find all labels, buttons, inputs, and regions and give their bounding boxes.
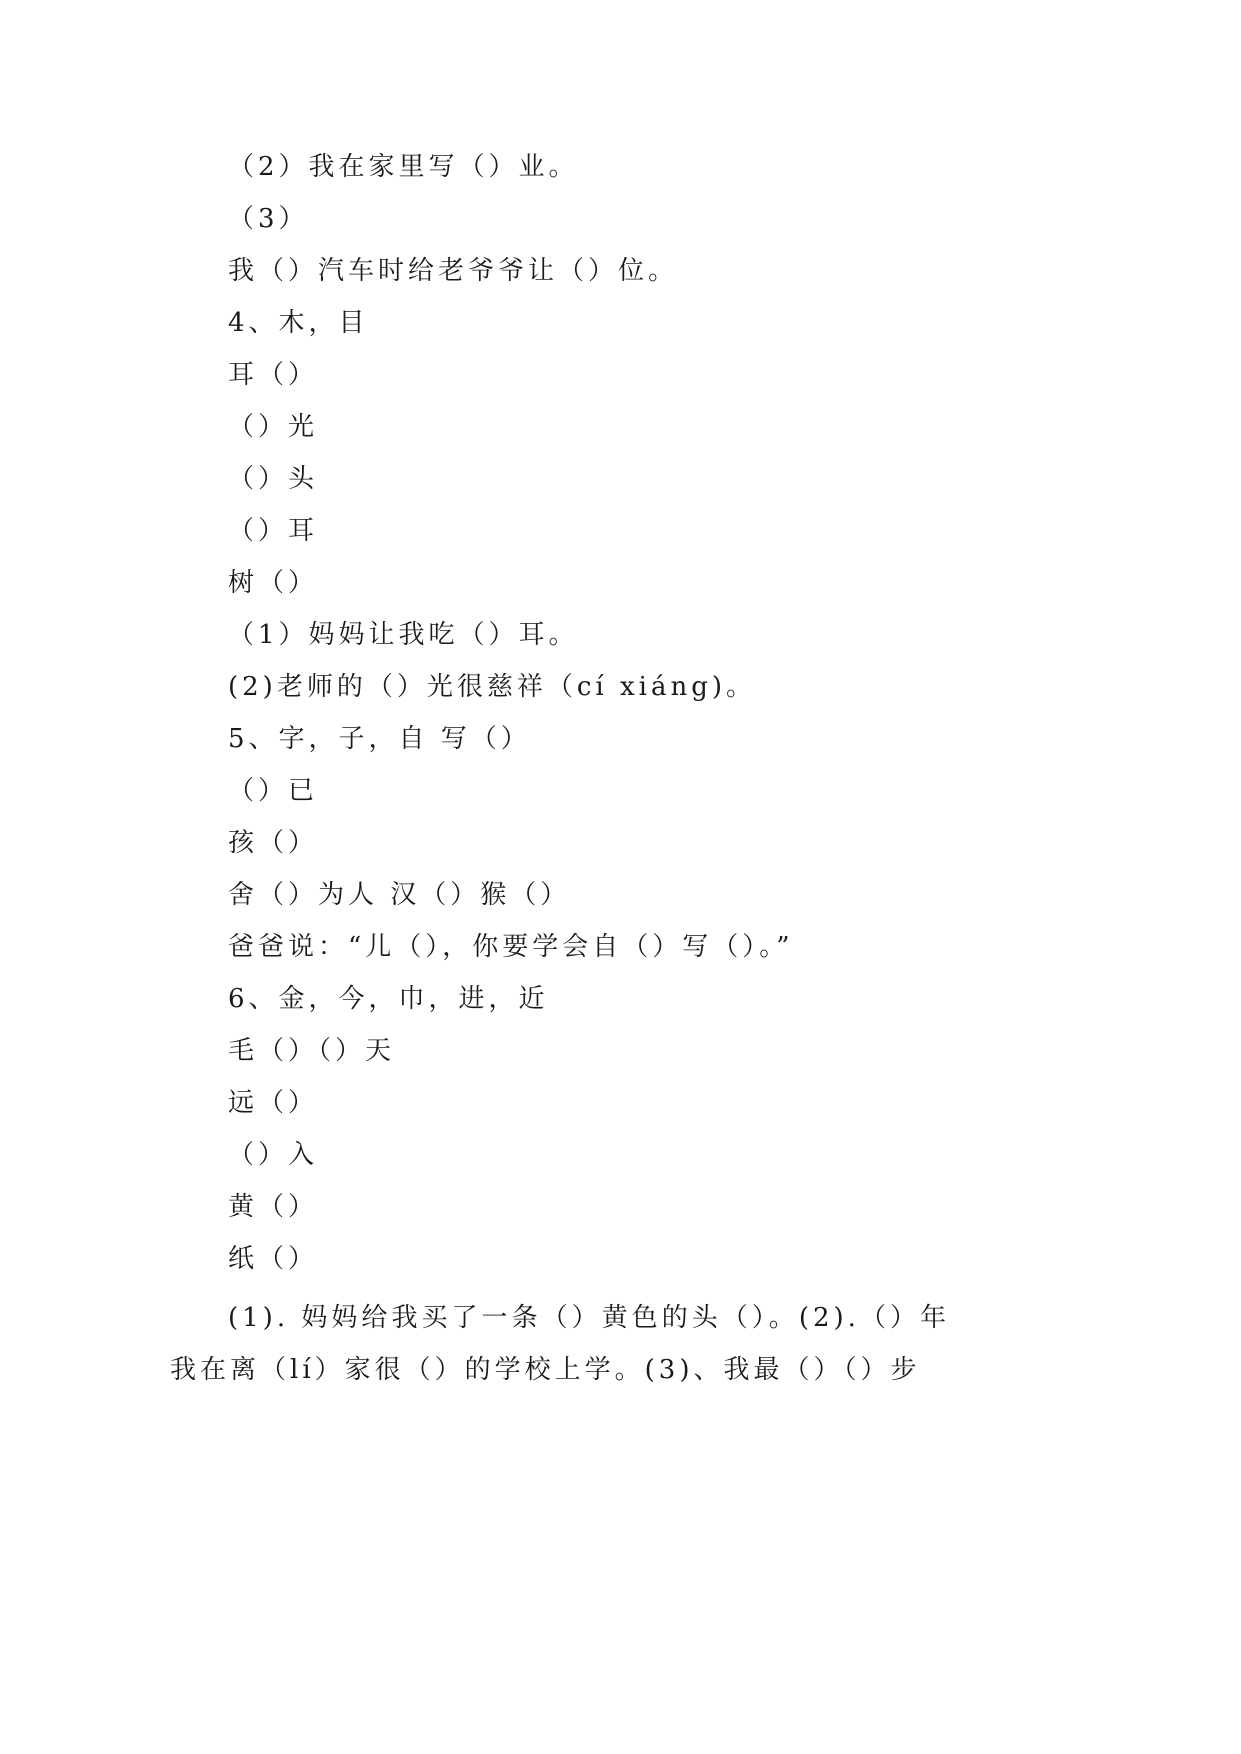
question-line: 纸（） bbox=[228, 1244, 319, 1274]
question-line: (2)老师的（）光很慈祥（cí xiáng)。 bbox=[228, 672, 756, 702]
question-line: 毛（）（）天 bbox=[228, 1036, 396, 1066]
question-line: （）已 bbox=[228, 776, 319, 806]
question-line: 舍（）为人 汉（）猴（） bbox=[228, 880, 571, 910]
question-line: （）耳 bbox=[228, 516, 319, 546]
question-line: （）头 bbox=[228, 464, 319, 494]
question-line: （）光 bbox=[228, 412, 319, 442]
question-line: （2）我在家里写（）业。 bbox=[228, 152, 579, 182]
final-paragraph: (1). 妈妈给我买了一条（）黄色的头（）。(2).（）年我在离（lí）家很（）的学校上学。(3)、我最（）（）步 bbox=[170, 1303, 950, 1385]
question-line: （3） bbox=[228, 204, 309, 234]
question-line: （1）妈妈让我吃（）耳。 bbox=[228, 620, 579, 650]
question-line: （）入 bbox=[228, 1140, 319, 1170]
question-line: 耳（） bbox=[228, 360, 319, 390]
question-line: 树（） bbox=[228, 568, 319, 598]
question-line: 我（）汽车时给老爷爷让（）位。 bbox=[228, 256, 679, 286]
question-line: 远（） bbox=[228, 1088, 319, 1118]
question-line: 爸爸说：“儿（），你要学会自（）写（）。” bbox=[228, 932, 794, 962]
question-line: 孩（） bbox=[228, 828, 319, 858]
section-heading: 6、金，今，巾，进，近 bbox=[228, 984, 549, 1014]
question-line: 黄（） bbox=[228, 1192, 319, 1222]
section-heading: 5、字，子，自 写（） bbox=[228, 724, 531, 754]
section-heading: 4、木，目 bbox=[228, 308, 369, 338]
